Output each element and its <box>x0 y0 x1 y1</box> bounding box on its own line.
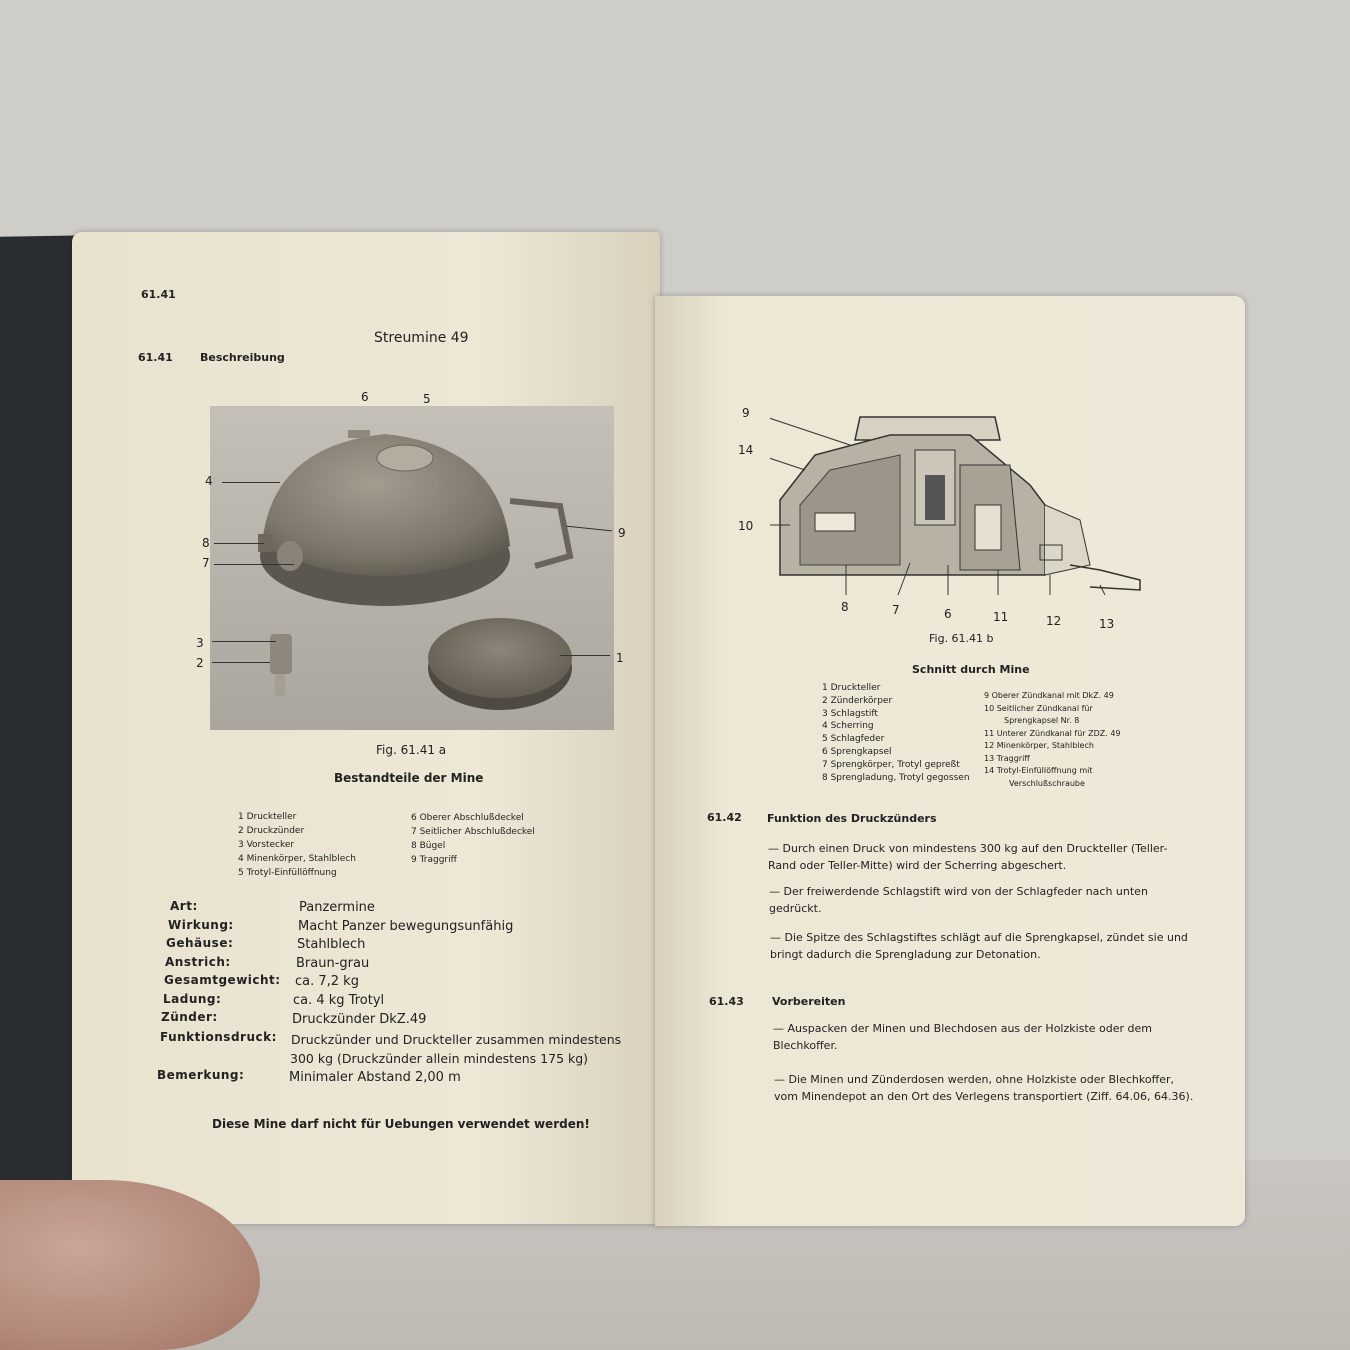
spec-value-art: Panzermine <box>299 900 375 915</box>
page-section-number: 61.41 <box>141 288 176 301</box>
section-number-6142: 61.42 <box>707 811 742 824</box>
legend-item: 12 Minenkörper, Stahlblech <box>984 741 1094 750</box>
figure-caption-b: Fig. 61.41 b <box>929 632 994 645</box>
callout-line-3 <box>212 641 276 642</box>
section-title-6143: Vorbereiten <box>772 995 846 1008</box>
parts-item: 2 Druckzünder <box>238 826 305 836</box>
section-item: — Die Minen und Zünderdosen werden, ohne Holzkiste oder Blechkoffer, vom Minendepot an den Ort des Verlegens transportiert (Ziff. 64.06, 64.36). <box>774 1073 1194 1103</box>
diagram-callout-12: 12 <box>1046 614 1062 628</box>
callout-line-7 <box>214 564 294 565</box>
figure-subtitle-b: Schnitt durch Mine <box>912 663 1030 676</box>
legend-item: 1 Druckteller <box>822 683 881 693</box>
spec-value-zuender: Druckzünder DkZ.49 <box>292 1012 427 1027</box>
warning-text: Diese Mine darf nicht für Uebungen verwendet werden! <box>212 1117 590 1131</box>
spec-label-wirkung: Wirkung: <box>168 918 234 932</box>
legend-item: 6 Sprengkapsel <box>822 746 892 757</box>
diagram-callout-7: 7 <box>892 603 900 617</box>
spec-value-gewicht: ca. 7,2 kg <box>295 974 359 989</box>
callout-line-2 <box>212 662 270 663</box>
spec-label-anstrich: Anstrich: <box>165 955 231 969</box>
diagram-callout-11: 11 <box>993 610 1009 624</box>
callout-8: 8 <box>202 536 210 550</box>
mine-illustration <box>210 406 614 730</box>
legend-item: 5 Schlagfeder <box>822 734 885 745</box>
spec-value-wirkung: Macht Panzer bewegungsunfähig <box>298 919 514 934</box>
parts-list-right <box>411 811 535 867</box>
callout-4: 4 <box>205 474 213 488</box>
spec-value-funktionsdruck: Druckzünder und Druckteller zusammen mindestens <box>291 1032 622 1047</box>
legend-item: Verschlußschraube <box>1009 778 1085 788</box>
legend-item: 14 Trotyl-Einfüllöffnung mit <box>984 766 1093 775</box>
spec-value-anstrich: Braun-grau <box>296 956 370 971</box>
callout-9: 9 <box>618 526 626 540</box>
page-title: Streumine 49 <box>374 330 469 346</box>
callout-line-8 <box>214 543 264 544</box>
diagram-callout-9: 9 <box>742 406 750 420</box>
legend-right <box>984 690 1121 790</box>
cross-section-diagram <box>770 395 1150 595</box>
callout-line-1 <box>560 655 610 656</box>
legend-item: 8 Sprengladung, Trotyl gegossen <box>822 772 970 783</box>
parts-item: 3 Vorstecker <box>238 840 295 850</box>
legend-item: 4 Scherring <box>822 721 874 732</box>
legend-item: 2 Zünderkörper <box>822 695 893 706</box>
spec-label-gewicht: Gesamtgewicht: <box>164 973 281 987</box>
legend-item: 13 Traggriff <box>984 753 1030 763</box>
section-item: — Der freiwerdende Schlagstift wird von der Schlagfeder nach unten gedrückt. <box>769 885 1148 915</box>
diagram-callout-14: 14 <box>738 443 754 457</box>
spec-label-funktionsdruck: Funktionsdruck: <box>160 1030 277 1044</box>
section-item: — Durch einen Druck von mindestens 300 kg auf den Druckteller (Teller-Rand oder Teller-Mitte) wird der Scherring abgeschert. <box>768 842 1168 872</box>
diagram-callout-6: 6 <box>944 607 952 621</box>
spec-value-bemerkung: Minimaler Abstand 2,00 m <box>289 1070 461 1085</box>
diagram-callout-10: 10 <box>738 519 754 533</box>
spec-value-funktionsdruck-2: 300 kg (Druckzünder allein mindestens 175 kg) <box>290 1051 589 1066</box>
spec-value-ladung: ca. 4 kg Trotyl <box>293 993 385 1008</box>
section-item: — Die Spitze des Schlagstiftes schlägt auf die Sprengkapsel, zündet sie und bringt dadurch die Sprengladung zur Detonation. <box>770 931 1188 961</box>
callout-6: 6 <box>361 390 369 404</box>
legend-item: Sprengkapsel Nr. 8 <box>1004 716 1080 725</box>
legend-item: 3 Schlagstift <box>822 708 878 719</box>
spec-label-art: Art: <box>170 899 198 913</box>
parts-item: 7 Seitlicher Abschlußdeckel <box>411 827 535 837</box>
section-item: — Auspacken der Minen und Blechdosen aus der Holzkiste oder dem Blechkoffer. <box>773 1022 1152 1052</box>
section-title-6142: Funktion des Druckzünders <box>767 812 937 825</box>
callout-2: 2 <box>196 656 204 670</box>
spec-value-gehaeuse: Stahlblech <box>297 937 366 952</box>
heading: Beschreibung <box>200 351 285 364</box>
callout-1: 1 <box>616 651 624 665</box>
parts-item: 4 Minenkörper, Stahlblech <box>238 854 356 864</box>
diagram-callout-8: 8 <box>841 600 849 614</box>
legend-item: 10 Seitlicher Zündkanal für <box>984 703 1093 713</box>
spec-label-gehaeuse: Gehäuse: <box>166 936 234 950</box>
figure-caption-a: Fig. 61.41 a <box>376 743 447 757</box>
figure-subtitle-a: Bestandteile der Mine <box>334 771 484 785</box>
legend-item: 9 Oberer Zündkanal mit DkZ. 49 <box>984 691 1114 700</box>
spec-label-bemerkung: Bemerkung: <box>157 1068 245 1082</box>
legend-item: 11 Unterer Zündkanal für ZDZ. 49 <box>984 728 1121 738</box>
mine-photo <box>210 406 614 730</box>
parts-item: 6 Oberer Abschlußdeckel <box>411 813 524 823</box>
section-number-6143: 61.43 <box>709 995 744 1008</box>
parts-item: 8 Bügel <box>411 841 446 851</box>
diagram-callout-13: 13 <box>1099 617 1115 631</box>
parts-item: 1 Druckteller <box>238 812 297 822</box>
callout-line-4 <box>222 482 280 483</box>
legend-left <box>822 682 970 784</box>
callout-5: 5 <box>423 392 431 406</box>
callout-3: 3 <box>196 636 204 650</box>
parts-item: 9 Traggriff <box>411 855 457 865</box>
callout-7: 7 <box>202 556 210 570</box>
parts-list-left <box>238 810 356 880</box>
parts-item: 5 Trotyl-Einfüllöffnung <box>238 868 337 878</box>
spec-label-ladung: Ladung: <box>163 992 222 1006</box>
spec-label-zuender: Zünder: <box>161 1010 218 1024</box>
legend-item: 7 Sprengkörper, Trotyl gepreßt <box>822 759 960 770</box>
heading-number: 61.41 <box>138 351 173 364</box>
